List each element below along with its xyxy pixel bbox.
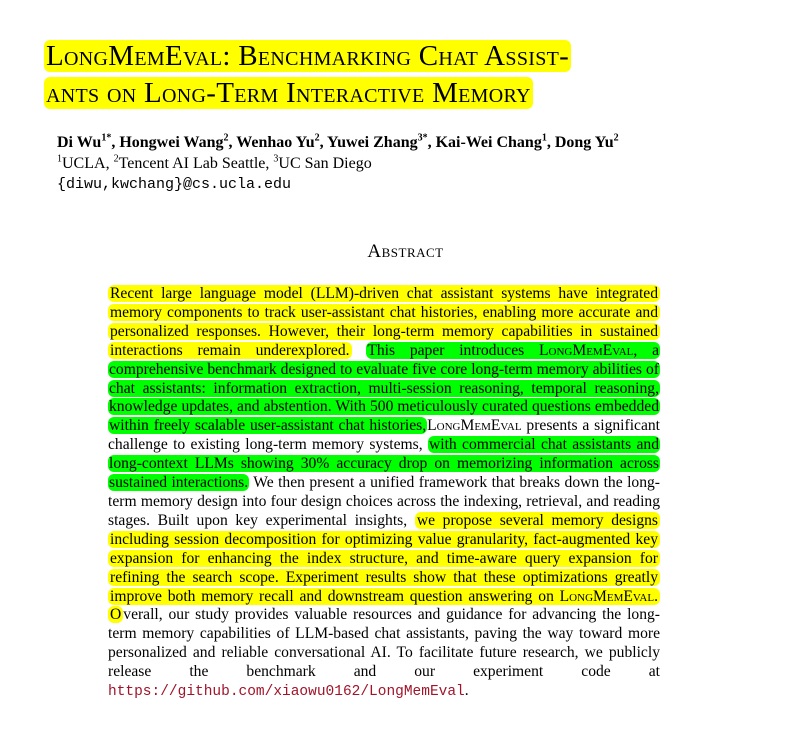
affiliation-name: Tencent AI Lab Seattle <box>118 155 266 172</box>
contact-email: {diwu,kwchang}@cs.ucla.edu <box>57 176 292 193</box>
abstract-text: . O <box>110 587 658 624</box>
author-mark: 1 <box>541 132 547 144</box>
affiliation-mark: 3 <box>273 153 279 165</box>
author-mark: 1* <box>101 132 112 144</box>
abstract-text: We then present a unified framework that breaks down the long-term memory design into four design choices across the indexing, retrieval, and reading stages. Built upon key experimental insights, <box>108 474 660 529</box>
abstract-text: . <box>464 682 469 700</box>
abstract-text: verall, our study provides valuable resources and guidance for advancing the long-term memory capabilities of LLM-based chat assistants, paving the way toward more personalized and reliable conversational AI. To facilitate future research, we publicly release the benchmark and our experiment code at <box>108 606 660 681</box>
title-line-1: LongMemEval: Benchmarking Chat Assist- <box>46 40 570 72</box>
author-name: Kai-Wei Chang <box>435 134 542 151</box>
abstract-text: presents a significant challenge to existing long-term memory systems, <box>108 417 660 454</box>
author-name: Hongwei Wang <box>119 134 224 151</box>
abstract-highlight-yellow-1: Recent large language model (LLM)-driven chat assistant systems have integrated memory components to track user-assistant chat histories, enabling more accurate and personalized responses. However, their long-term memory capabilities in sustained interactions remain underexplored. <box>110 285 658 359</box>
affiliation-name: UC San Diego <box>278 155 372 172</box>
author-name: Di Wu <box>57 134 102 151</box>
benchmark-name: LongMemEval <box>538 341 634 359</box>
author-mark: 2 <box>223 132 229 144</box>
paper-title <box>44 38 744 112</box>
author-mark: 2 <box>314 132 320 144</box>
author-list: Di $Wu^{1*}$, Hongwei Wang$^2$, Wenhao Yu$^2$, Yuwei Zhang$^{3*}$, Kai-Wei Chang$^1$, Dong Yu$^2$ <box>57 132 619 151</box>
abstract-text: This paper introduces <box>367 341 539 359</box>
author-name: Wenhao Yu <box>236 134 315 151</box>
code-link[interactable]: https://github.com/xiaowu0162/LongMemEval <box>108 684 465 701</box>
author-name: Yuwei Zhang <box>327 134 418 151</box>
affiliation-name: UCLA <box>62 155 106 172</box>
abstract-heading: Abstract <box>367 241 444 262</box>
abstract-text: we propose several memory designs including session decomposition for optimizing value granularity, fact-augmented key expansion for enhancing the index structure, and time-aware query expansion for refining the search scope. Experiment results show that these optimizations greatly improve both memory recall and downstream question answering on <box>110 511 658 605</box>
benchmark-name: LongMemEval <box>427 417 522 435</box>
affiliation-mark: 2 <box>113 153 119 165</box>
author-mark: 3* <box>417 132 428 144</box>
abstract-body <box>108 285 660 702</box>
benchmark-name: LongMemEval <box>559 587 655 605</box>
title-line-2: ants on Long-Term Interactive Memory <box>46 77 531 109</box>
affiliation-mark: 1 <box>57 153 62 165</box>
author-name: Dong Yu <box>554 134 614 151</box>
author-mark: 2 <box>613 132 619 144</box>
abstract-highlight-green-2: with commercial chat assistants and long-context LLMs showing 30% accuracy drop on memorizing information across sustained interactions. <box>109 436 659 492</box>
affiliations: $^1$UCLA, $^2$Tencent AI Lab Seattle, $^3$UC San Diego <box>57 153 372 172</box>
abstract-text: , a comprehensive benchmark designed to evaluate five core long-term memory abilities of chat assistants: information extraction, multi-session reasoning, temporal reasoning, knowledge updates, and abstention. With 500 meticulously curated questions embedded within freely scalable user-assistant chat histories, <box>109 341 659 435</box>
